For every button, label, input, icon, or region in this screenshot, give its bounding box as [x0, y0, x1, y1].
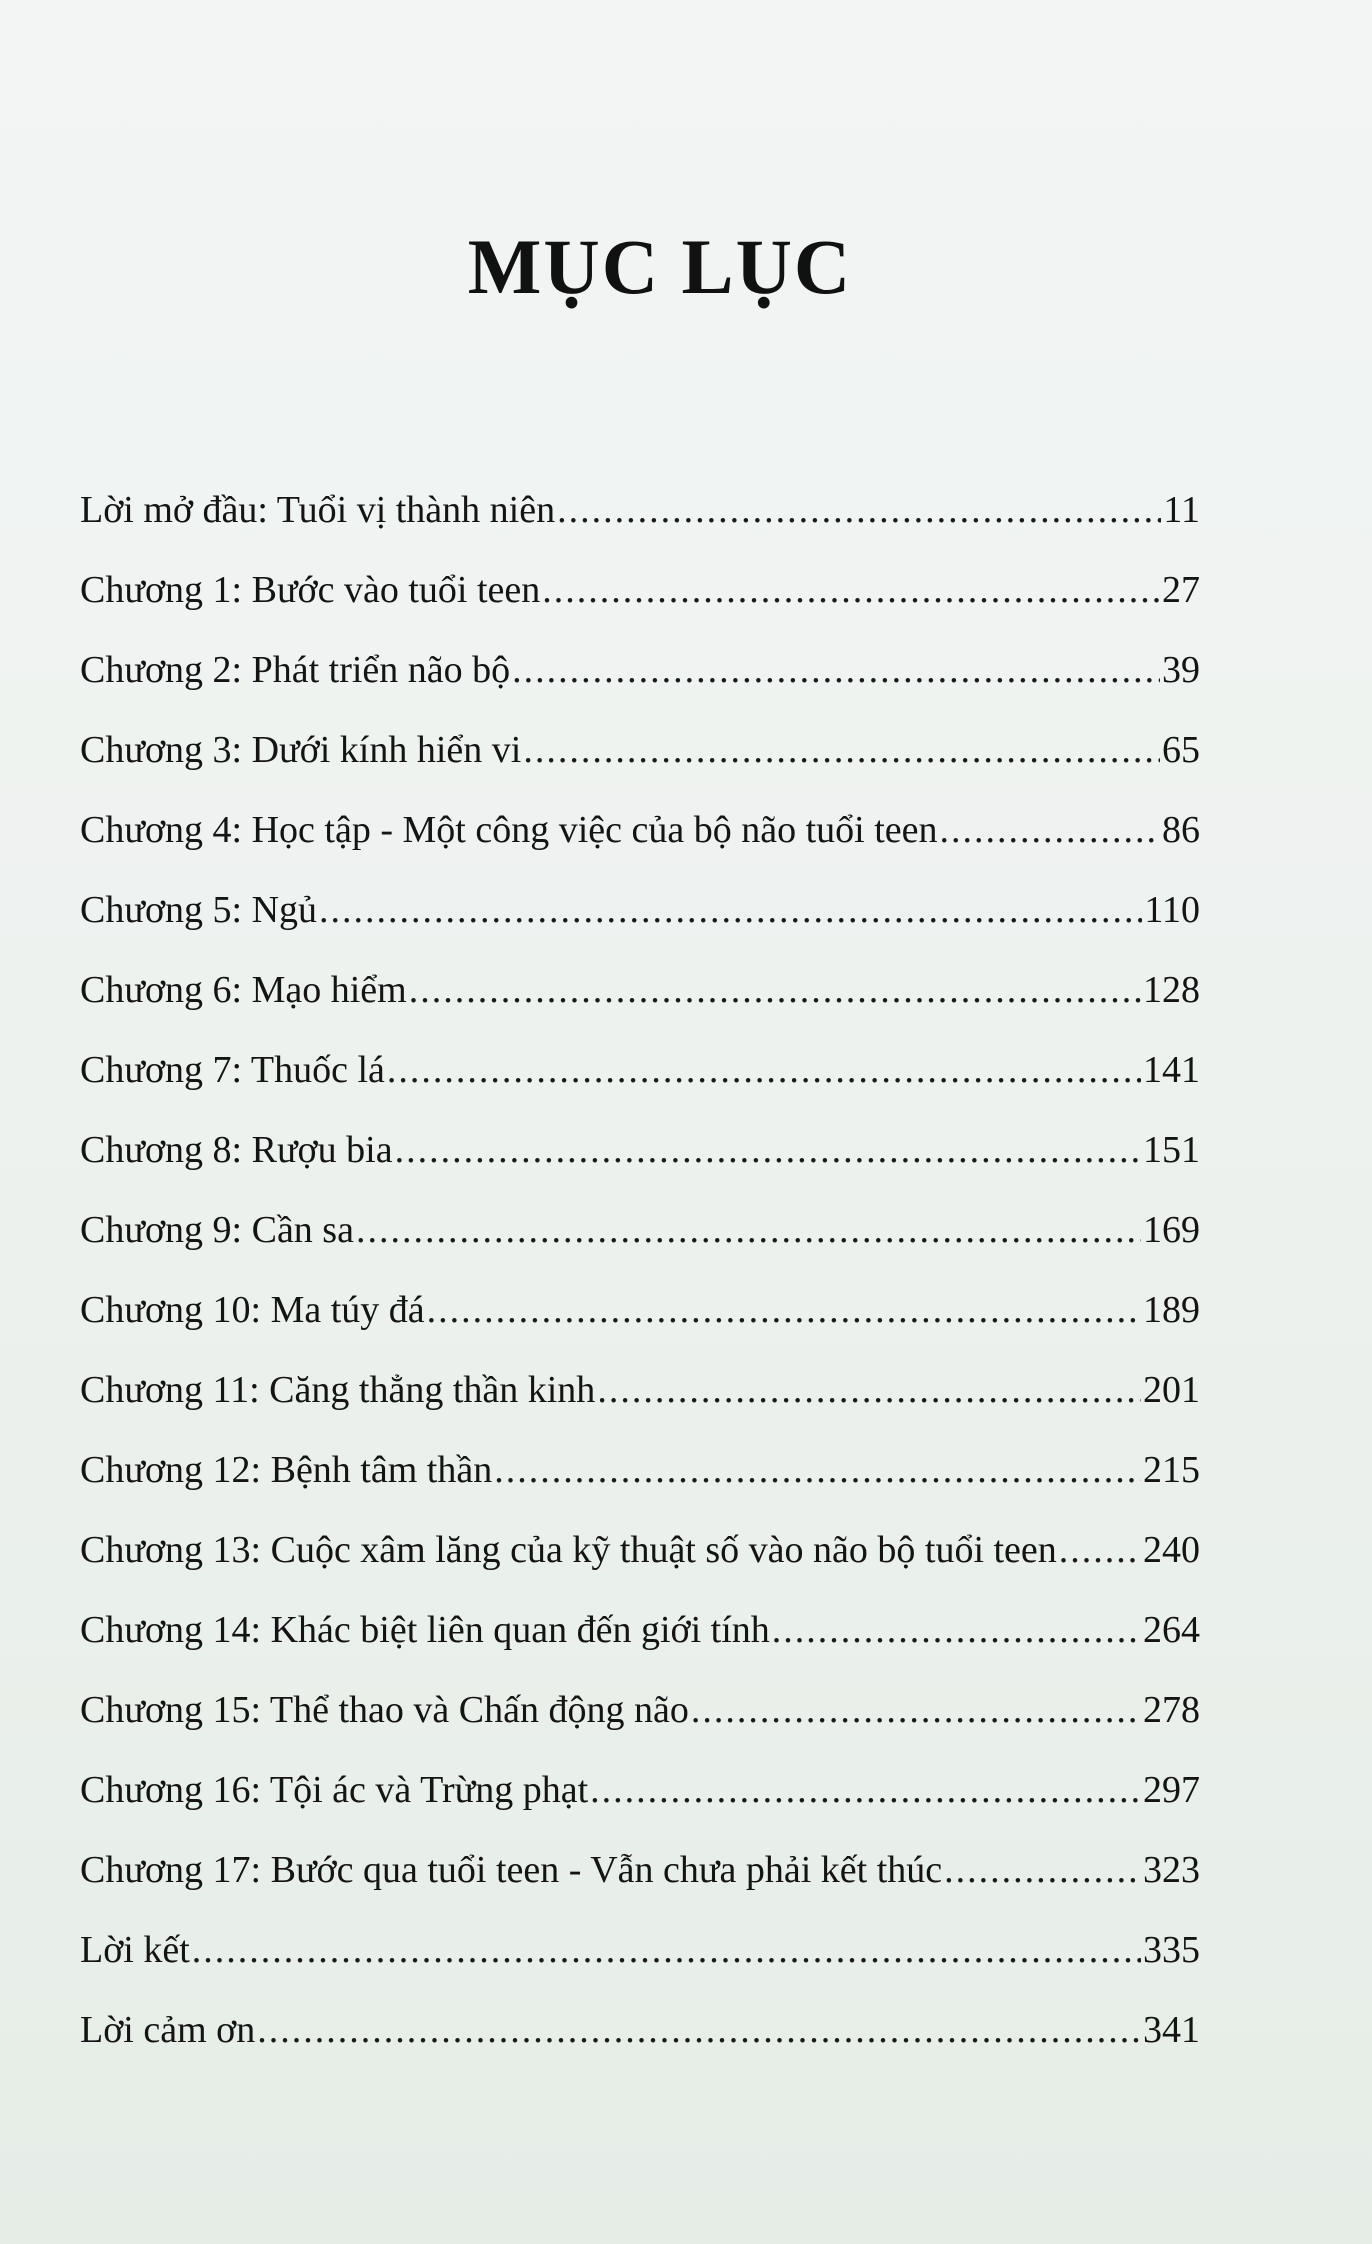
toc-entry — [80, 470, 1200, 550]
toc-entry-title: Chương 7: Thuốc lá — [80, 1049, 385, 1091]
toc-entry-title: Chương 5: Ngủ — [80, 889, 318, 931]
toc-entry-page: 201 — [1143, 1369, 1200, 1411]
toc-entry-page: 110 — [1144, 889, 1200, 931]
toc-entry-title: Chương 15: Thể thao và Chấn động não — [80, 1689, 689, 1731]
toc-entry-page: 264 — [1143, 1609, 1200, 1651]
dot-leader — [597, 1350, 1141, 1430]
toc-entry-title: Chương 8: Rượu bia — [80, 1129, 393, 1171]
toc-entry-page: 11 — [1163, 489, 1200, 531]
dot-leader — [257, 1990, 1141, 2070]
toc-entry — [80, 1670, 1200, 1750]
toc-entry — [80, 1830, 1200, 1910]
toc-entry-page: 297 — [1143, 1769, 1200, 1811]
dot-leader — [1059, 1510, 1141, 1590]
dot-leader — [772, 1590, 1141, 1670]
toc-entry-title: Lời kết — [80, 1929, 190, 1971]
toc-entry-title: Lời cảm ơn — [80, 2009, 256, 2051]
toc-entry — [80, 1910, 1200, 1990]
toc-entry-page: 169 — [1143, 1209, 1200, 1251]
dot-leader — [590, 1750, 1141, 1830]
toc-entry-title: Chương 10: Ma túy đá — [80, 1289, 425, 1331]
toc-entry — [80, 630, 1200, 710]
toc-entry-page: 65 — [1162, 729, 1200, 771]
toc-entry — [80, 1750, 1200, 1830]
toc-entry-page: 86 — [1162, 809, 1200, 851]
dot-leader — [494, 1430, 1141, 1510]
dot-leader — [395, 1110, 1141, 1190]
toc-entry-title: Chương 12: Bệnh tâm thần — [80, 1449, 493, 1491]
toc-entry — [80, 1990, 1200, 2070]
toc-entry-title: Chương 6: Mạo hiểm — [80, 969, 407, 1011]
toc-entry — [80, 1190, 1200, 1270]
toc-entry — [80, 1430, 1200, 1510]
toc-entry — [80, 870, 1200, 950]
toc-entry-page: 27 — [1162, 569, 1200, 611]
toc-entry-page: 189 — [1143, 1289, 1200, 1331]
toc-entry-page: 323 — [1143, 1849, 1200, 1891]
toc-entry-title: Chương 9: Cần sa — [80, 1209, 354, 1251]
dot-leader — [409, 950, 1141, 1030]
toc-entry — [80, 1030, 1200, 1110]
toc-entry-page: 215 — [1143, 1449, 1200, 1491]
toc-entry-title: Chương 3: Dưới kính hiển vi — [80, 729, 522, 771]
toc-entry-title: Lời mở đầu: Tuổi vị thành niên — [80, 489, 556, 531]
toc-entry — [80, 790, 1200, 870]
table-of-contents — [80, 470, 1200, 2070]
toc-entry-page: 141 — [1143, 1049, 1200, 1091]
toc-entry — [80, 1350, 1200, 1430]
toc-entry — [80, 710, 1200, 790]
toc-entry-page: 335 — [1143, 1929, 1200, 1971]
toc-entry — [80, 550, 1200, 630]
toc-entry-title: Chương 14: Khác biệt liên quan đến giới tính — [80, 1609, 770, 1651]
dot-leader — [557, 470, 1161, 550]
toc-entry-title: Chương 11: Căng thẳng thần kinh — [80, 1369, 596, 1411]
toc-entry-page: 128 — [1143, 969, 1200, 1011]
toc-entry — [80, 1510, 1200, 1590]
dot-leader — [512, 630, 1160, 710]
dot-leader — [387, 1030, 1141, 1110]
toc-entry-page: 151 — [1143, 1129, 1200, 1171]
toc-entry-title: Chương 2: Phát triển não bộ — [80, 649, 511, 691]
dot-leader — [523, 710, 1160, 790]
dot-leader — [356, 1190, 1141, 1270]
toc-entry — [80, 1590, 1200, 1670]
toc-entry-title: Chương 1: Bước vào tuổi teen — [80, 569, 541, 611]
dot-leader — [542, 550, 1160, 630]
dot-leader — [691, 1670, 1141, 1750]
dot-leader — [944, 1830, 1141, 1910]
toc-entry — [80, 950, 1200, 1030]
toc-entry-title: Chương 13: Cuộc xâm lăng của kỹ thuật số vào não bộ tuổi teen — [80, 1529, 1057, 1571]
dot-leader — [319, 870, 1142, 950]
page-title: MỤC LỤC — [467, 223, 853, 311]
toc-entry-page: 341 — [1143, 2009, 1200, 2051]
dot-leader — [940, 790, 1161, 870]
dot-leader — [192, 1910, 1141, 1990]
toc-entry-title: Chương 4: Học tập - Một công việc của bộ não tuổi teen — [80, 809, 938, 851]
toc-entry-page: 39 — [1162, 649, 1200, 691]
toc-entry-title: Chương 17: Bước qua tuổi teen - Vẫn chưa phải kết thúc — [80, 1849, 943, 1891]
toc-entry-title: Chương 16: Tội ác và Trừng phạt — [80, 1769, 589, 1811]
toc-entry-page: 278 — [1143, 1689, 1200, 1731]
toc-entry — [80, 1270, 1200, 1350]
dot-leader — [427, 1270, 1141, 1350]
toc-entry-page: 240 — [1143, 1529, 1200, 1571]
toc-entry — [80, 1110, 1200, 1190]
